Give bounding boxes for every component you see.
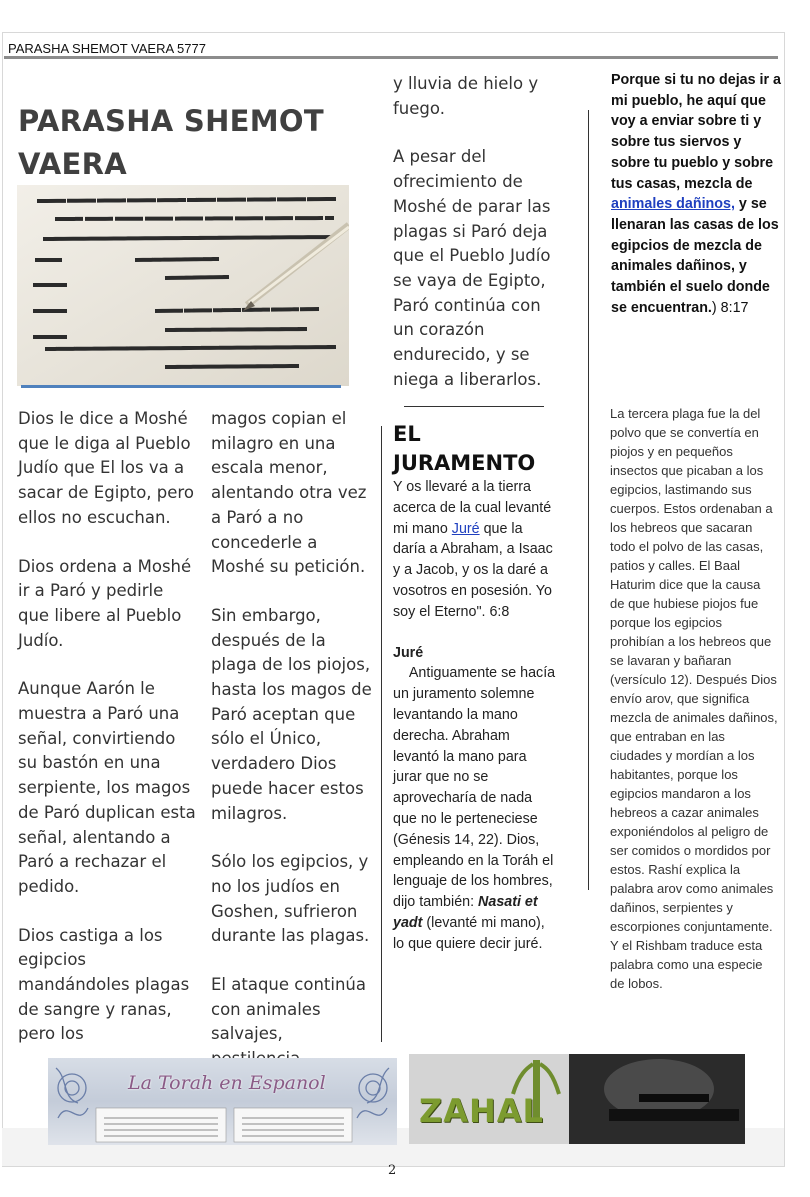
running-header: PARASHA SHEMOT VAERA 5777 (8, 41, 206, 56)
verse-8-17 (611, 70, 781, 318)
zahal-banner[interactable] (409, 1054, 745, 1144)
note-text: (levanté mi mano), lo que quiere decir juré. (393, 914, 545, 952)
torah-en-espanol-banner[interactable] (48, 1058, 397, 1145)
title-line-1: PARASHA SHEMOT (18, 104, 324, 138)
jure-link[interactable]: Juré (451, 520, 480, 537)
banner-title: La Torah en Espanol (128, 1072, 326, 1094)
paragraph: Dios le dice a Moshé que le diga al Pueblo Judío que El los va a sacar de Egipto, pero ellos no escuchan. (18, 409, 194, 527)
column-1 (18, 407, 198, 1071)
verse-reference: ) 8:17 (711, 299, 749, 316)
paragraph: Dios castiga a los egipcios mandándoles plagas de sangre y ranas, pero los (18, 925, 190, 1044)
image-underline (21, 385, 341, 388)
paragraph: y lluvia de hielo y fuego. (393, 74, 539, 118)
torah-scroll-image (17, 185, 349, 386)
jure-note (393, 643, 558, 955)
paragraph: Sin embargo, después de la plaga de los piojos, hasta los magos de Paró aceptan que sólo el Único, verdadero Dios puede hacer estos milagros. (211, 605, 372, 823)
verse-text: Y os llevaré a la tierra acerca de la cual levanté mi mano (393, 479, 552, 537)
column-2 (211, 407, 376, 1096)
verse-6-8 (393, 477, 558, 623)
note-term: Nasati et yadt (393, 894, 538, 931)
paragraph: A pesar del ofrecimiento de Moshé de parar las plagas si Paró deja que el Pueblo Judío se vaya de Egipto, Paró continúa con un corazón endurecido, y se niega a liberarlos. (393, 147, 551, 389)
verse-bold-text: y se llenaran las casas de los egipcios de mezcla de animales dañinos, y también el suelo donde se encuentran. (611, 196, 779, 316)
column-divider-right (588, 110, 589, 890)
note-text: Antiguamente se hacía un juramento solemne levantando la mano derecha. Abraham levantó la mano para jurar que no se aprovecharía de nada que no le perteneciese (Génesis 14, 22). Dios, empleando en la Toráh el lenguaje de los hombres, dijo también: (393, 665, 560, 911)
article-title (18, 100, 348, 186)
heading-line-2: JURAMENTO (393, 451, 536, 475)
header-rule (4, 56, 778, 59)
animales-link[interactable]: animales dañinos, (611, 196, 735, 213)
page-number: 2 (388, 1163, 397, 1178)
column-divider (381, 426, 382, 1042)
commentary: La tercera plaga fue la del polvo que se convertía en piojos y en pequeños insectos que picaban a los egipcios, lastimando sus cuerpos. Estos ordenaban a los hebreos que sacaran todo el polvo de las casas, patios y calles. El Baal Haturim dice que la causa de que hubiese piojos fue porque los egipcios prohibían a los hebreos que se lavaran y bañaran (versículo 12). Después Dios envío arov, que significa mezcla de animales dañinos, que entraban en las ciudades y mordían a los habitantes, porque los egipcios mandaron a los hebreos a cazar animales exponiéndolos al peligro de ser comidos o mordidos por estos. Rashí explica la palabra arov como animales dañinos, serpientes y escorpiones conjuntamente. Y el Rishbam traduce esta palabra como una especie de lobos. (610, 406, 778, 991)
note-title: Juré (393, 644, 424, 661)
title-line-2: VAERA (18, 147, 128, 181)
verse-text: que la daría a Abraham, a Isaac y a Jacob, y os la daré a vosotros en posesión. Yo soy el Eterno". 6:8 (393, 520, 553, 620)
zahal-text: ZAHAL (419, 1092, 544, 1130)
paragraph: Dios ordena a Moshé ir a Paró y pedirle que libere al Pueblo Judío. (18, 556, 192, 650)
juramento-heading (393, 420, 553, 478)
column-3 (393, 72, 563, 416)
paragraph: El ataque continúa con animales salvajes, (211, 975, 366, 1044)
juramento-text (393, 477, 558, 975)
paragraph: Sólo los egipcios, y no los judíos en Goshen, sufrieron durante las plagas. (211, 852, 370, 946)
paragraph: Aunque Aarón le muestra a Paró una señal, convirtiendo su bastón en una serpiente, los magos de Paró duplican esta señal, alentando a Paró a rechazar el pedido. (18, 679, 196, 896)
section-rule (404, 406, 544, 407)
verse-bold-text: Porque si tu no dejas ir a mi pueblo, he aquí que voy a enviar sobre ti y sobre tus siervos y sobre tu pueblo y sobre tus casas, mezcla de (611, 72, 782, 192)
paragraph: magos copian el milagro en una escala menor, alentando otra vez a Paró a no concederle a Moshé su petición. (211, 409, 367, 577)
heading-line-1: EL (393, 422, 421, 446)
